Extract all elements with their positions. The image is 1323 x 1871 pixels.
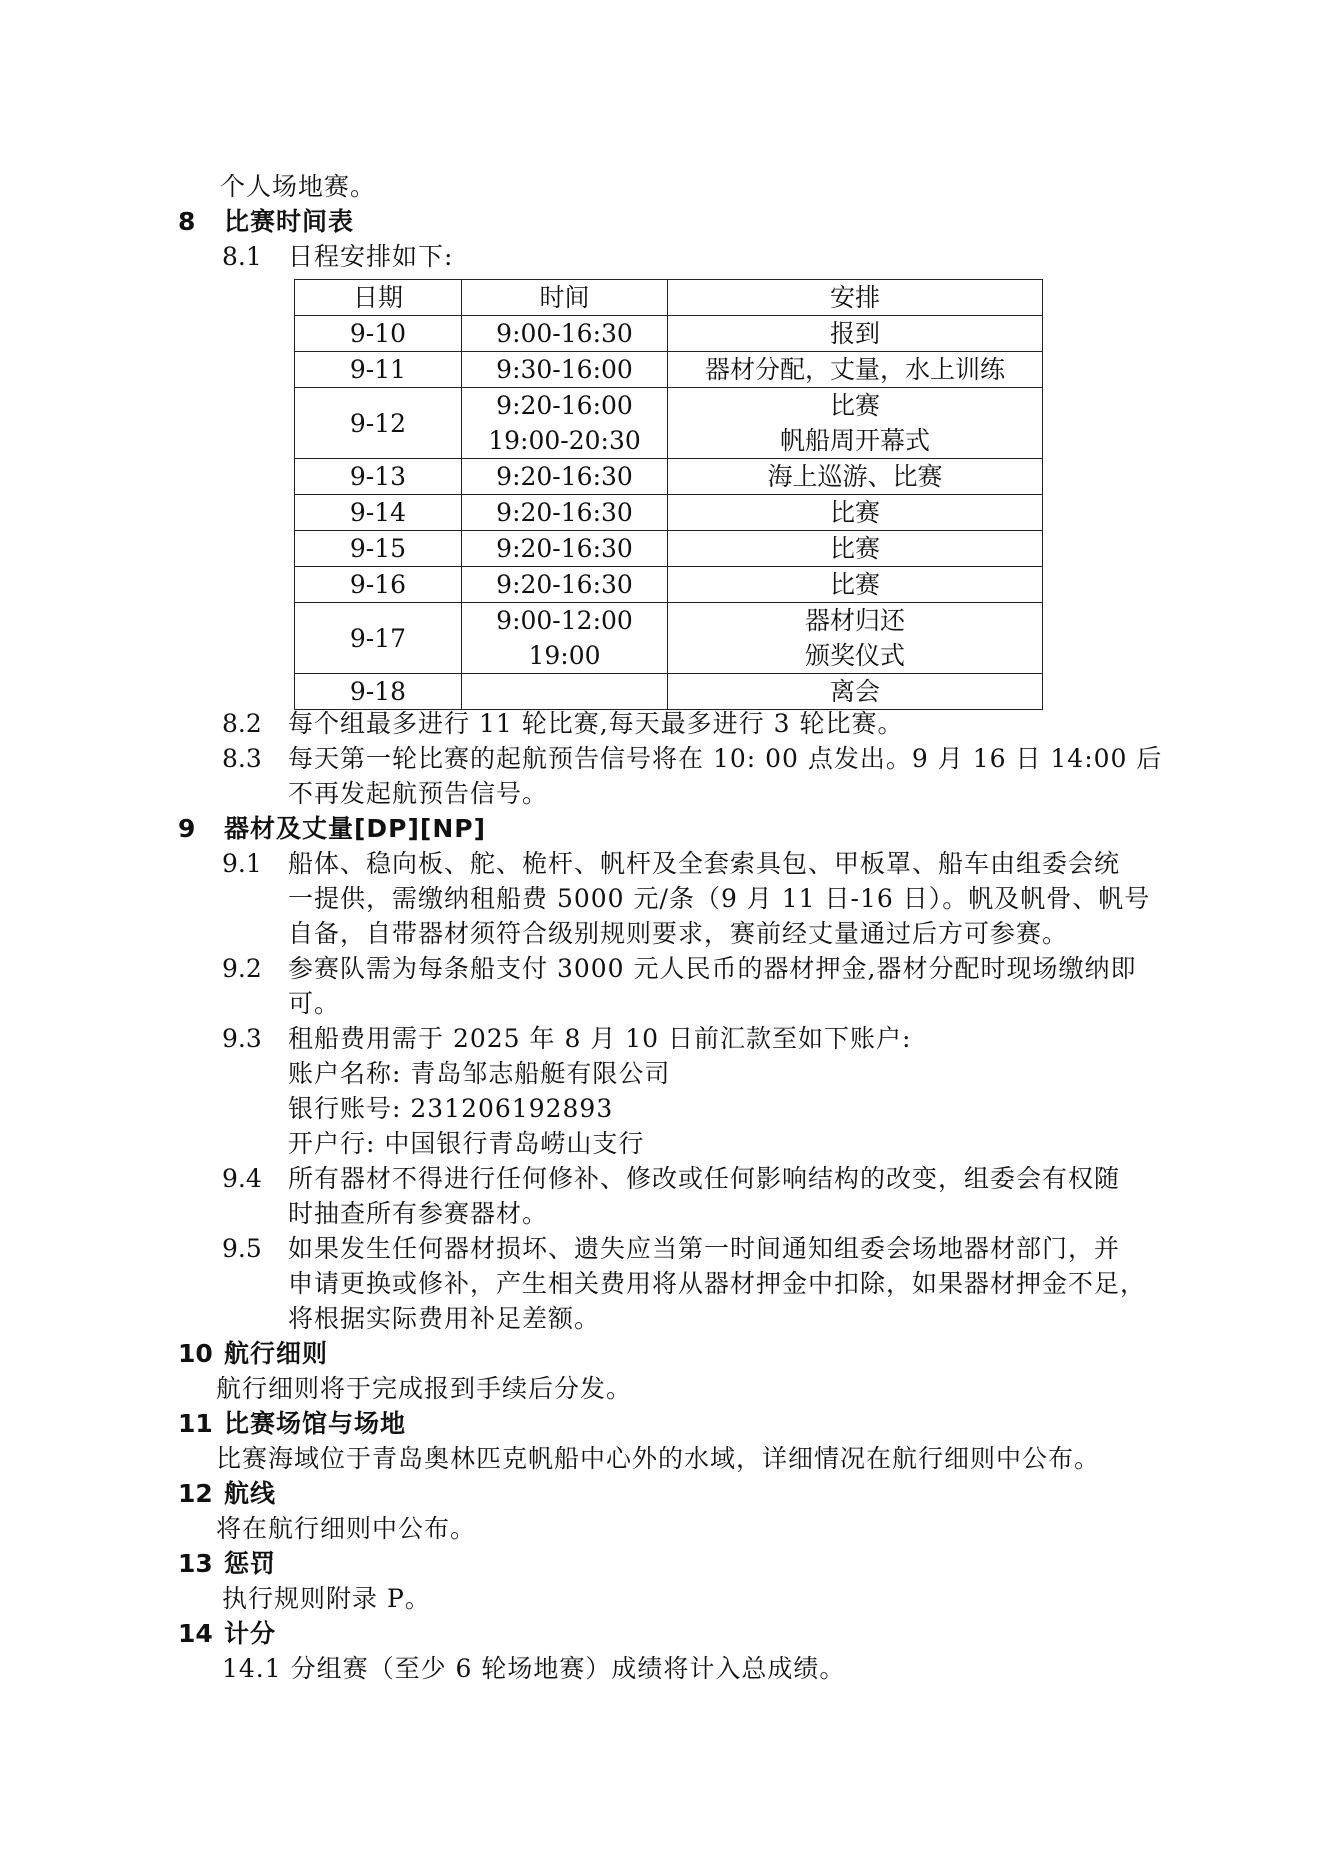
section-10-number: 10 (178, 1339, 213, 1368)
section-8-title: 比赛时间表 (224, 207, 355, 236)
table-row (295, 531, 1043, 567)
cell-time (462, 674, 668, 710)
cell-plan (668, 352, 1043, 388)
cell-time-line: 9:00-12:00 (496, 606, 633, 635)
para-9-4-line-2: 时抽查所有参赛器材。 (288, 1199, 549, 1228)
cell-plan (668, 388, 1043, 459)
cell-time-line: 9:20-16:00 (496, 391, 633, 420)
cell-time (462, 531, 668, 567)
para-9-5-number: 9.5 (222, 1234, 262, 1263)
cell-time (462, 316, 668, 352)
cell-plan-line: 帆船周开幕式 (779, 426, 930, 455)
cell-plan-line: 报到 (829, 319, 880, 348)
section-8-number: 8 (178, 207, 196, 236)
section-10-title: 航行细则 (224, 1339, 329, 1368)
cell-time (462, 388, 668, 459)
section-13-number: 13 (178, 1549, 213, 1578)
cell-time-line: 19:00 (528, 641, 601, 670)
cell-time-line (462, 674, 667, 709)
intro-line: 个人场地赛。 (220, 172, 377, 201)
table-row (295, 352, 1043, 388)
cell-time (462, 567, 668, 603)
cell-time (462, 459, 668, 495)
cell-date: 9-17 (295, 603, 462, 674)
account-name: 账户名称: 青岛邹志船艇有限公司 (288, 1059, 671, 1088)
section-12-text: 将在航行细则中公布。 (216, 1514, 477, 1543)
para-9-3-line-1: 租船费用需于 2025 年 8 月 10 日前汇款至如下账户: (288, 1024, 912, 1053)
cell-time-line: 19:00-20:30 (488, 426, 641, 455)
cell-plan-line: 海上巡游、比赛 (767, 462, 943, 491)
para-9-1-number: 9.1 (222, 849, 262, 878)
para-8-1-text: 日程安排如下: (288, 242, 454, 271)
cell-time-line: 9:20-16:30 (496, 534, 633, 563)
header-time: 时间 (462, 280, 668, 316)
cell-time-line: 9:30-16:00 (496, 355, 633, 384)
table-row (295, 459, 1043, 495)
section-9-title: 器材及丈量[DP][NP] (224, 814, 487, 843)
cell-plan (668, 459, 1043, 495)
cell-plan-line: 器材分配，丈量，水上训练 (704, 355, 1005, 384)
cell-plan (668, 316, 1043, 352)
cell-time-line: 9:00-16:30 (496, 319, 633, 348)
cell-time (462, 603, 668, 674)
cell-date: 9-11 (295, 352, 462, 388)
cell-plan (668, 603, 1043, 674)
para-8-2-text: 每个组最多进行 11 轮比赛,每天最多进行 3 轮比赛。 (288, 709, 904, 738)
account-bank: 开户行: 中国银行青岛崂山支行 (288, 1129, 645, 1158)
section-11-number: 11 (178, 1409, 213, 1438)
section-13-text: 执行规则附录 P。 (222, 1584, 431, 1613)
cell-plan (668, 531, 1043, 567)
para-8-3-line-1: 每天第一轮比赛的起航预告信号将在 10: 00 点发出。9 月 16 日 14:00 后 (288, 744, 1163, 773)
cell-plan-line: 比赛 (829, 534, 880, 563)
para-9-2-line-2: 可。 (288, 989, 341, 1018)
section-14-title: 计分 (224, 1619, 277, 1648)
cell-time-line: 9:20-16:30 (496, 570, 633, 599)
section-11-title: 比赛场馆与场地 (224, 1409, 407, 1438)
schedule-table (294, 279, 1043, 710)
table-row (295, 674, 1043, 710)
section-12-number: 12 (178, 1479, 213, 1508)
para-9-1-line-2: 一提供，需缴纳租船费 5000 元/条（9 月 11 日-16 日）。帆及帆骨、帆号 (288, 884, 1151, 913)
cell-date: 9-15 (295, 531, 462, 567)
cell-plan (668, 495, 1043, 531)
para-8-3-number: 8.3 (222, 744, 262, 773)
table-row (295, 603, 1043, 674)
table-row (295, 388, 1043, 459)
header-plan: 安排 (668, 280, 1043, 316)
cell-date: 9-12 (295, 388, 462, 459)
para-9-1-line-1: 船体、稳向板、舵、桅杆、帆杆及全套索具包、甲板罩、船车由组委会统 (288, 849, 1121, 878)
cell-plan-line: 比赛 (829, 391, 880, 420)
cell-date: 9-14 (295, 495, 462, 531)
cell-date: 9-18 (295, 674, 462, 710)
para-8-2-number: 8.2 (222, 709, 262, 738)
cell-plan (668, 674, 1043, 710)
para-8-3-line-2: 不再发起航预告信号。 (288, 779, 549, 808)
cell-plan-line: 比赛 (829, 498, 880, 527)
para-9-2-line-1: 参赛队需为每条船支付 3000 元人民币的器材押金,器材分配时现场缴纳即 (288, 954, 1137, 983)
cell-plan-line: 颁奖仪式 (804, 641, 905, 670)
cell-plan-line: 器材归还 (804, 606, 905, 635)
cell-time (462, 352, 668, 388)
cell-time-line: 9:20-16:30 (496, 462, 633, 491)
cell-date: 9-13 (295, 459, 462, 495)
section-9-number: 9 (178, 814, 196, 843)
para-14-1: 14.1 分组赛（至少 6 轮场地赛）成绩将计入总成绩。 (222, 1654, 846, 1683)
cell-date: 9-16 (295, 567, 462, 603)
para-9-5-line-1: 如果发生任何器材损坏、遗失应当第一时间通知组委会场地器材部门，并 (288, 1234, 1121, 1263)
cell-plan (668, 567, 1043, 603)
table-header-row (295, 280, 1043, 316)
account-number: 银行账号: 231206192893 (288, 1094, 614, 1123)
para-9-5-line-3: 将根据实际费用补足差额。 (288, 1304, 601, 1333)
para-9-4-number: 9.4 (222, 1164, 262, 1193)
header-date: 日期 (295, 280, 462, 316)
para-9-2-number: 9.2 (222, 954, 262, 983)
para-9-4-line-1: 所有器材不得进行任何修补、修改或任何影响结构的改变，组委会有权随 (288, 1164, 1121, 1193)
section-11-text: 比赛海域位于青岛奥林匹克帆船中心外的水域，详细情况在航行细则中公布。 (216, 1444, 1101, 1473)
para-9-1-line-3: 自备，自带器材须符合级别规则要求，赛前经丈量通过后方可参赛。 (288, 919, 1069, 948)
section-10-text: 航行细则将于完成报到手续后分发。 (216, 1374, 633, 1403)
table-row (295, 316, 1043, 352)
table-row (295, 495, 1043, 531)
cell-date: 9-10 (295, 316, 462, 352)
para-9-3-number: 9.3 (222, 1024, 262, 1053)
cell-time (462, 495, 668, 531)
section-14-number: 14 (178, 1619, 213, 1648)
cell-plan-line: 比赛 (829, 570, 880, 599)
para-9-5-line-2: 申请更换或修补，产生相关费用将从器材押金中扣除，如果器材押金不足， (288, 1269, 1147, 1298)
section-12-title: 航线 (224, 1479, 277, 1508)
para-8-1-number: 8.1 (222, 242, 262, 271)
cell-time-line: 9:20-16:30 (496, 498, 633, 527)
table-row (295, 567, 1043, 603)
cell-plan-line: 离会 (829, 677, 880, 706)
section-13-title: 惩罚 (224, 1549, 277, 1578)
